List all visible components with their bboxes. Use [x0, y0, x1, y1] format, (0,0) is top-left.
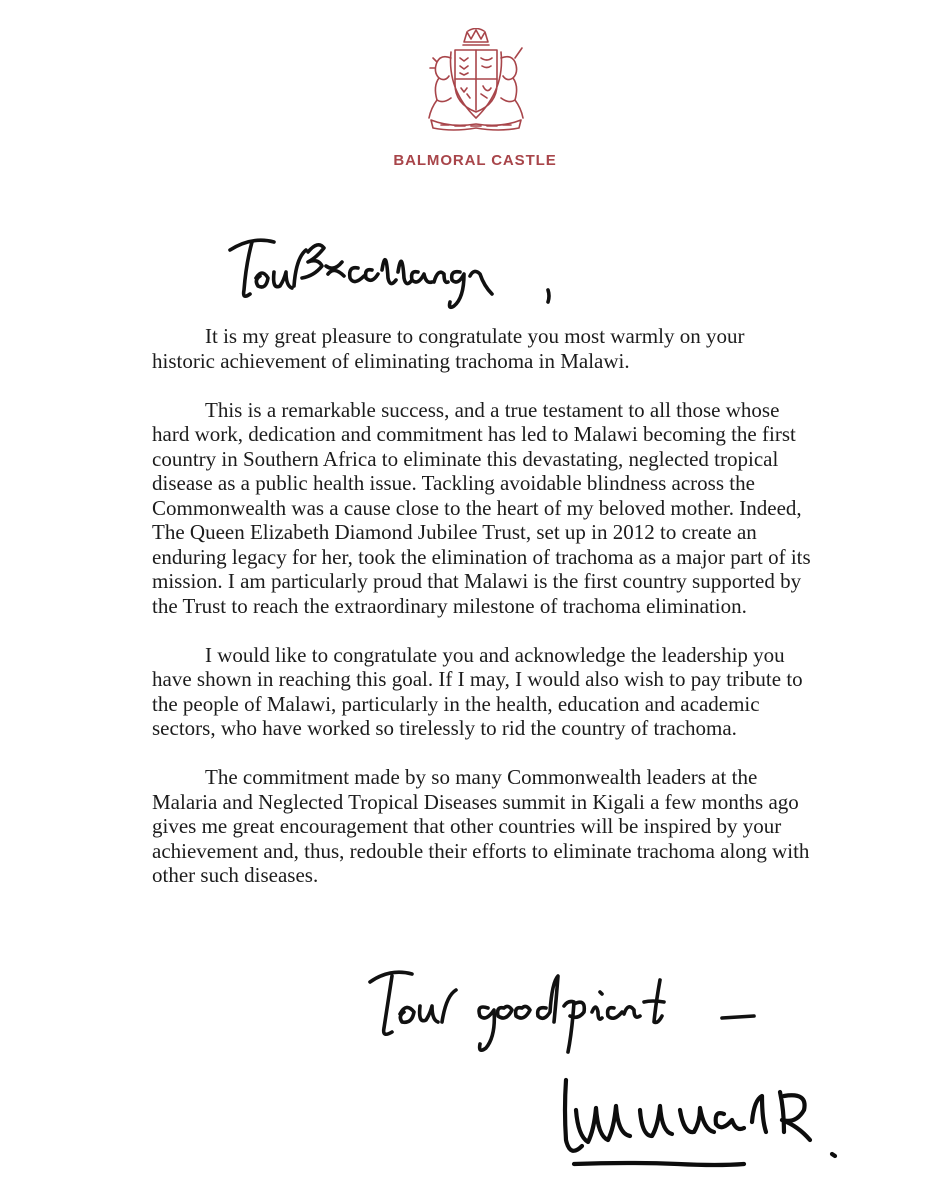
royal-coat-of-arms-icon	[421, 28, 531, 132]
handwritten-signature	[548, 1070, 858, 1182]
handwritten-salutation	[222, 228, 582, 313]
letterhead-address: BALMORAL CASTLE	[393, 152, 557, 169]
letter-paragraph: The commitment made by so many Commonwealth leaders at the Malaria and Neglected Tropical Diseases summit in Kigali a few months ago gives me great encouragement that other countries will be inspired by your achievement and, thus, redouble their efforts to eliminate trachoma along with other such diseases.	[152, 765, 810, 887]
letter-paragraph: This is a remarkable success, and a true testament to all those whose hard work, dedication and commitment has led to Malawi becoming the first country in Southern Africa to eliminate this devastating, neglected tropical disease as a public health issue. Tackling avoidable blindness across the Commonwealth was a cause close to the heart of my beloved mother. Indeed, The Queen Elizabeth Diamond Jubilee Trust, set up in 2012 to create an enduring legacy for her, took the elimination of trachoma as a major part of its mission. I am particularly proud that Malawi is the first country supported by the Trust to reach the extraordinary milestone of trachoma elimination.	[152, 397, 811, 618]
letter-paragraph: It is my great pleasure to congratulate you most warmly on your historic achievement of eliminating trachoma in Malawi.	[152, 324, 745, 373]
handwritten-closing	[362, 962, 802, 1057]
letter-body	[152, 324, 812, 912]
letter-paragraph: I would like to congratulate you and acknowledge the leadership you have shown in reaching this goal. If I may, I would also wish to pay tribute to the people of Malawi, particularly in the health, education and academic sectors, who have worked so tirelessly to rid the country of trachoma.	[152, 642, 803, 740]
